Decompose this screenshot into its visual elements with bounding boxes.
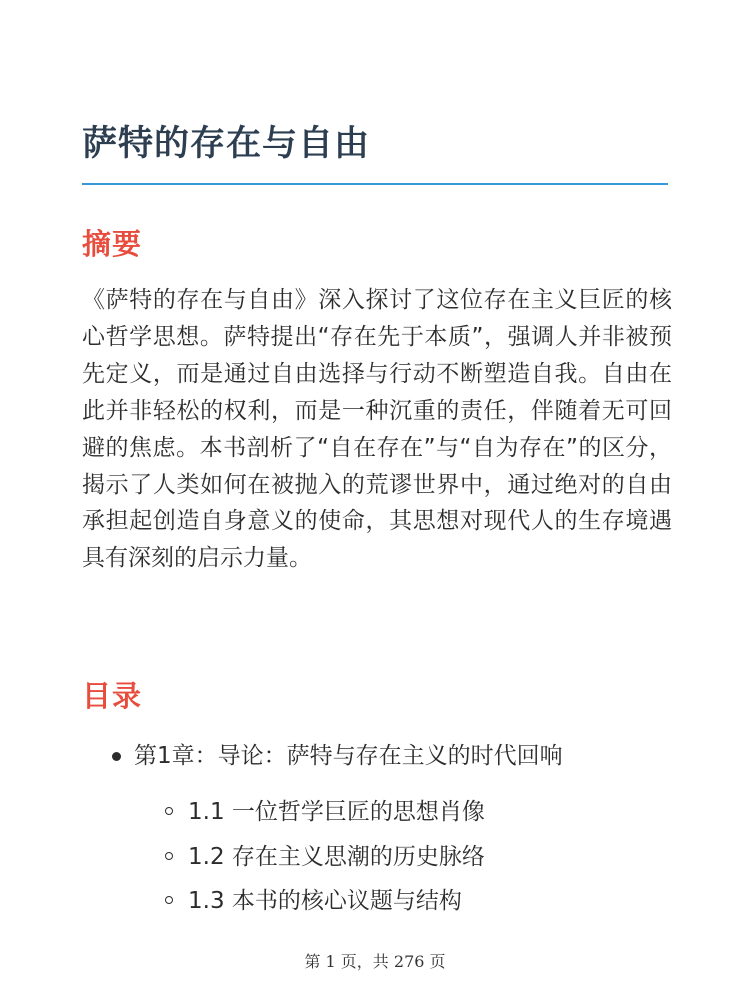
bullet-circle-icon <box>165 852 173 860</box>
bullet-disc-icon <box>112 752 121 761</box>
toc-section-label: 1.3 本书的核心议题与结构 <box>188 888 462 914</box>
toc-section-list <box>82 790 682 924</box>
page-number-footer: 第 1 页，共 276 页 <box>304 952 446 971</box>
toc-chapter-1 <box>82 736 682 924</box>
document-title: 萨特的存在与自由 <box>82 124 371 164</box>
toc-chapter-label: 第1章：导论：萨特与存在主义的时代回响 <box>134 743 563 769</box>
abstract-heading: 摘要 <box>82 227 143 261</box>
toc-section-1-2 <box>82 835 682 880</box>
toc-section-1-1 <box>82 790 682 835</box>
bullet-circle-icon <box>165 896 173 904</box>
bullet-circle-icon <box>165 807 173 815</box>
toc-section-1-3 <box>82 879 682 924</box>
title-divider <box>82 183 668 185</box>
abstract-paragraph: 《萨特的存在与自由》深入探讨了这位存在主义巨匠的核心哲学思想。萨特提出“存在先于本质”，强调人并非被预先定义，而是通过自由选择与行动不断塑造自我。自由在此并非轻松的权利，而是一种沉重的责任，伴随着无可回避的焦虑。本书剖析了“自在存在”与“自为存在”的区分，揭示了人类如何在被抛入的荒谬世界中，通过绝对的自由承担起创造自身意义的使命，其思想对现代人的生存境遇具有深刻的启示力量。 <box>82 287 672 572</box>
toc-list <box>82 736 682 924</box>
toc-heading: 目录 <box>82 679 143 713</box>
toc-section-label: 1.2 存在主义思潮的历史脉络 <box>188 843 485 870</box>
toc-section-label: 1.1 一位哲学巨匠的思想肖像 <box>188 799 485 825</box>
